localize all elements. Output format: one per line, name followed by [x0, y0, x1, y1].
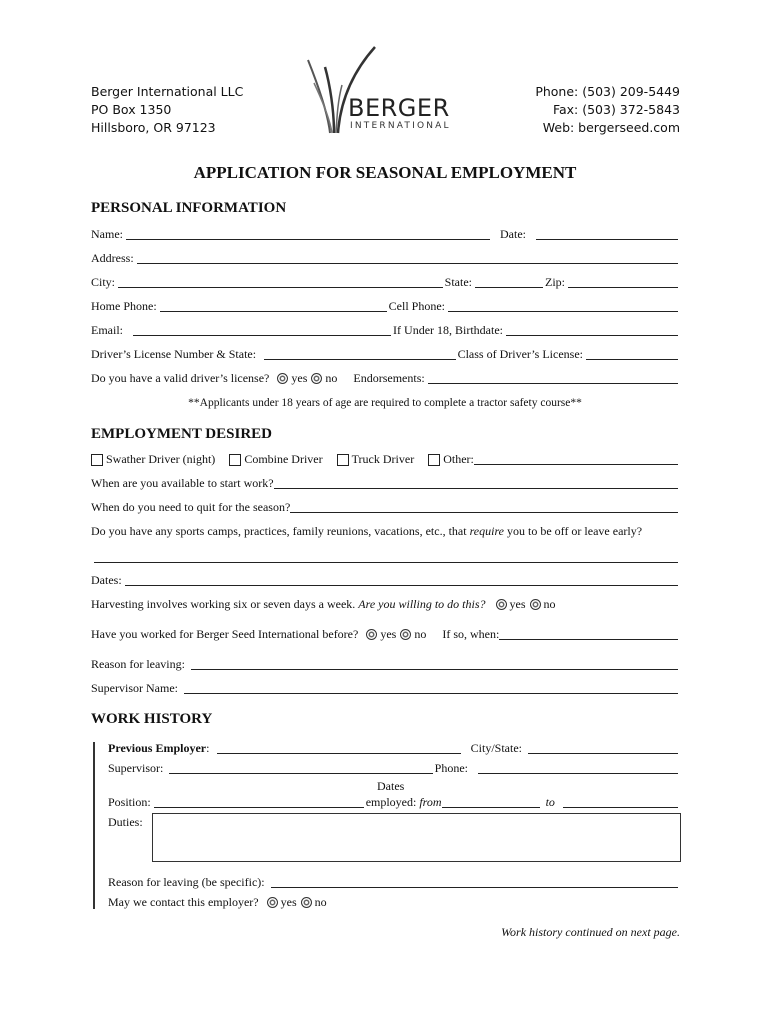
- worked-before-yes-label: yes: [380, 627, 397, 641]
- other-field[interactable]: [474, 452, 678, 465]
- leave-early-field[interactable]: [94, 550, 678, 563]
- position-field[interactable]: [154, 795, 364, 808]
- license-class-label: Class of Driver’s License:: [457, 347, 583, 361]
- worked-before-label: Have you worked for Berger Seed International before?: [91, 627, 359, 641]
- cell-phone-label: Cell Phone:: [388, 299, 445, 313]
- harvest-no-label: no: [543, 597, 556, 611]
- row-valid-license: [91, 368, 680, 386]
- row-phones: [91, 296, 680, 314]
- reason-leaving-label: Reason for leaving:: [91, 657, 185, 671]
- row-email-birthdate: [91, 320, 680, 338]
- quit-season-label: When do you need to quit for the season?: [91, 500, 291, 514]
- company-web: Web: bergerseed.com: [542, 120, 680, 135]
- company-city: Hillsboro, OR 97123: [91, 120, 216, 135]
- to-label: to: [545, 795, 555, 809]
- reason-leaving-field[interactable]: [191, 657, 678, 670]
- row-reason-leaving: [91, 654, 680, 672]
- other-checkbox[interactable]: [428, 454, 440, 466]
- quit-season-field[interactable]: [290, 500, 678, 513]
- if-so-when-field[interactable]: [499, 627, 678, 640]
- row-worked-before: [91, 624, 680, 642]
- continued-note: Work history continued on next page.: [501, 925, 680, 939]
- row-previous-employer: [108, 738, 680, 756]
- endorsements-label: Endorsements:: [353, 371, 425, 385]
- dates-label: Dates:: [91, 573, 122, 587]
- name-label: Name:: [91, 227, 123, 241]
- position-label: Position:: [108, 795, 151, 809]
- berger-logo: [300, 45, 470, 140]
- previous-employer-field[interactable]: [217, 741, 460, 754]
- city-field[interactable]: [118, 275, 443, 288]
- cell-phone-field[interactable]: [448, 299, 678, 312]
- duties-label: Duties:: [108, 815, 143, 829]
- company-contact: [535, 83, 680, 137]
- valid-license-yes-label: yes: [291, 371, 308, 385]
- valid-license-yes-radio[interactable]: [277, 373, 288, 384]
- section-work-history-heading: WORK HISTORY: [91, 711, 213, 727]
- license-class-field[interactable]: [586, 347, 678, 360]
- row-city-state-zip: [91, 272, 680, 290]
- from-field[interactable]: [442, 795, 540, 808]
- endorsements-field[interactable]: [428, 371, 678, 384]
- wh-phone-label: Phone:: [434, 761, 468, 775]
- employed-label: employed:: [365, 795, 417, 809]
- harvest-no-radio[interactable]: [530, 599, 541, 610]
- logo-sub-text: INTERNATIONAL: [350, 121, 451, 131]
- company-name: Berger International LLC: [91, 84, 244, 99]
- city-state-label: City/State:: [470, 741, 522, 755]
- supervisor-name-label: Supervisor Name:: [91, 681, 178, 695]
- from-label: from: [419, 795, 442, 809]
- start-work-label: When are you available to start work?: [91, 476, 274, 490]
- combine-checkbox[interactable]: [229, 454, 241, 466]
- contact-employer-label: May we contact this employer?: [108, 895, 259, 909]
- other-label: Other:: [443, 452, 474, 466]
- row-address: [91, 248, 680, 266]
- wh-phone-field[interactable]: [478, 761, 678, 774]
- home-phone-field[interactable]: [160, 299, 387, 312]
- email-label: Email:: [91, 323, 123, 337]
- dates-field[interactable]: [125, 573, 678, 586]
- row-quit-season: [91, 497, 680, 515]
- company-po-box: PO Box 1350: [91, 102, 172, 117]
- worked-before-no-label: no: [414, 627, 427, 641]
- birthdate-label: If Under 18, Birthdate:: [393, 323, 503, 337]
- wh-reason-label: Reason for leaving (be specific):: [108, 875, 265, 889]
- harvest-yes-radio[interactable]: [496, 599, 507, 610]
- wh-supervisor-field[interactable]: [169, 761, 432, 774]
- valid-license-label: Do you have a valid driver’s license?: [91, 371, 270, 385]
- row-positions: [91, 449, 680, 467]
- state-field[interactable]: [475, 275, 543, 288]
- to-field[interactable]: [563, 795, 678, 808]
- row-leave-early: [91, 521, 680, 539]
- company-phone: Phone: (503) 209-5449: [535, 84, 680, 99]
- safety-note: **Applicants under 18 years of age are required to complete a tractor safety course**: [188, 397, 582, 409]
- page-title: APPLICATION FOR SEASONAL EMPLOYMENT: [193, 163, 577, 182]
- company-fax: Fax: (503) 372-5843: [552, 102, 680, 117]
- row-position-dates: [108, 792, 680, 810]
- name-field[interactable]: [126, 227, 490, 240]
- logo-main-text: BERGER: [348, 94, 450, 122]
- worked-before-yes-radio[interactable]: [366, 629, 377, 640]
- swather-checkbox[interactable]: [91, 454, 103, 466]
- section-personal-heading: PERSONAL INFORMATION: [91, 200, 287, 216]
- address-label: Address:: [91, 251, 134, 265]
- supervisor-name-field[interactable]: [184, 681, 678, 694]
- previous-employer-label: Previous Employer:: [108, 741, 210, 755]
- city-label: City:: [91, 275, 116, 289]
- state-label: State:: [444, 275, 472, 289]
- license-label: Driver’s License Number & State:: [91, 347, 257, 361]
- company-address: [91, 83, 243, 137]
- row-name-date: [91, 224, 680, 242]
- wh-reason-field[interactable]: [271, 875, 678, 888]
- leave-early-label: Do you have any sports camps, practices, family reunions, vacations, etc., that require you to be off or leave early?: [91, 524, 643, 538]
- row-license: [91, 344, 680, 362]
- email-field[interactable]: [133, 323, 391, 336]
- if-so-when-label: If so, when:: [442, 627, 500, 641]
- row-start-work: [91, 473, 680, 491]
- truck-checkbox[interactable]: [337, 454, 349, 466]
- row-leave-early-answer: [91, 547, 680, 565]
- dates-employed-label-top: Dates: [377, 779, 405, 793]
- contact-no-label: no: [314, 895, 327, 909]
- row-dates: [91, 570, 680, 588]
- section-employment-heading: EMPLOYMENT DESIRED: [91, 426, 272, 442]
- contact-yes-label: yes: [280, 895, 297, 909]
- zip-label: Zip:: [545, 275, 565, 289]
- row-supervisor-name: [91, 678, 680, 696]
- harvest-yes-label: yes: [509, 597, 526, 611]
- duties-textarea[interactable]: [152, 813, 681, 862]
- contact-yes-radio[interactable]: [267, 897, 278, 908]
- worked-before-no-radio[interactable]: [400, 629, 411, 640]
- harvest-label: Harvesting involves working six or seven days a week. Are you willing to do this?: [91, 597, 486, 611]
- valid-license-no-radio[interactable]: [311, 373, 322, 384]
- combine-label: Combine Driver: [244, 452, 323, 466]
- work-history-bar: [93, 742, 95, 909]
- city-state-field[interactable]: [528, 741, 678, 754]
- birthdate-field[interactable]: [506, 323, 678, 336]
- license-field[interactable]: [264, 347, 456, 360]
- row-supervisor-phone: [108, 758, 680, 776]
- row-harvest: [91, 594, 680, 612]
- row-contact-employer: [108, 892, 680, 910]
- home-phone-label: Home Phone:: [91, 299, 157, 313]
- zip-field[interactable]: [568, 275, 678, 288]
- wh-supervisor-label: Supervisor:: [108, 761, 164, 775]
- valid-license-no-label: no: [325, 371, 338, 385]
- start-work-field[interactable]: [274, 476, 678, 489]
- contact-no-radio[interactable]: [301, 897, 312, 908]
- address-field[interactable]: [137, 251, 678, 264]
- swather-label: Swather Driver (night): [106, 452, 216, 466]
- truck-label: Truck Driver: [351, 452, 415, 466]
- date-field[interactable]: [536, 227, 678, 240]
- date-label: Date:: [500, 227, 526, 241]
- row-wh-reason: [108, 872, 680, 890]
